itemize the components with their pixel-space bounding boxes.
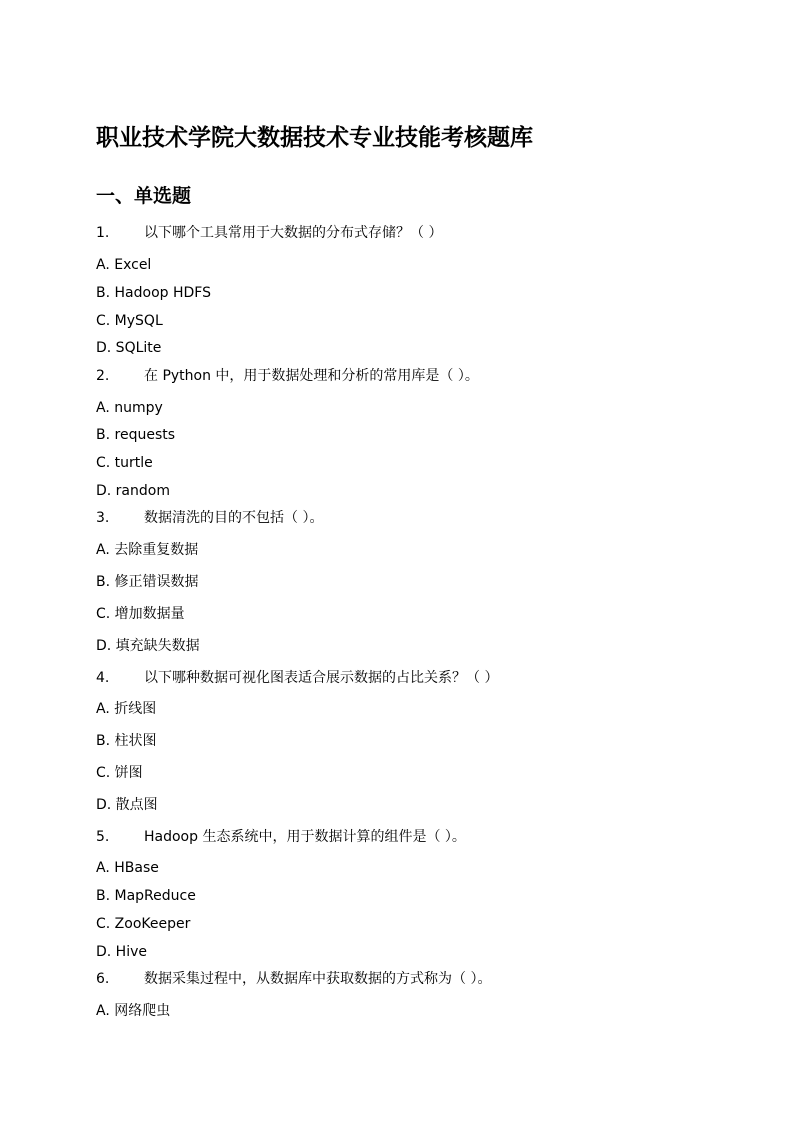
question-1 — [96, 223, 442, 243]
option-2c: C. turtle — [96, 455, 153, 471]
question-text: 以下哪种数据可视化图表适合展示数据的占比关系？（ ） — [144, 670, 499, 686]
question-number: 1. — [96, 225, 110, 241]
question-text: Hadoop 生态系统中，用于数据计算的组件是（ ）。 — [144, 829, 466, 845]
question-number: 3. — [96, 510, 110, 526]
option-3d: D. 填充缺失数据 — [96, 638, 200, 654]
option-1a: A. Excel — [96, 257, 152, 273]
option-3c: C. 增加数据量 — [96, 606, 185, 622]
option-1b: B. Hadoop HDFS — [96, 285, 211, 301]
question-text: 数据清洗的目的不包括（ ）。 — [144, 510, 324, 526]
question-4 — [96, 668, 498, 688]
option-1d: D. SQLite — [96, 340, 162, 356]
question-3 — [96, 508, 323, 528]
question-number: 6. — [96, 971, 110, 987]
option-5c: C. ZooKeeper — [96, 916, 191, 932]
question-text: 在 Python 中，用于数据处理和分析的常用库是（ ）。 — [144, 368, 479, 384]
option-1c: C. MySQL — [96, 313, 163, 329]
question-2 — [96, 366, 479, 386]
option-3b: B. 修正错误数据 — [96, 574, 199, 590]
question-5 — [96, 827, 466, 847]
option-2b: B. requests — [96, 427, 176, 443]
question-number: 2. — [96, 368, 110, 384]
option-5b: B. MapReduce — [96, 888, 196, 904]
option-4d: D. 散点图 — [96, 797, 158, 813]
option-5d: D. Hive — [96, 944, 147, 960]
document-title: 职业技术学院大数据技术专业技能考核题库 — [96, 125, 533, 151]
option-2d: D. random — [96, 483, 170, 499]
question-6 — [96, 969, 491, 989]
question-text: 以下哪个工具常用于大数据的分布式存储？（ ） — [144, 225, 443, 241]
option-4a: A. 折线图 — [96, 701, 157, 717]
option-3a: A. 去除重复数据 — [96, 542, 199, 558]
option-4b: B. 柱状图 — [96, 733, 157, 749]
option-2a: A. numpy — [96, 400, 163, 416]
question-number: 4. — [96, 670, 110, 686]
question-number: 5. — [96, 829, 110, 845]
question-text: 数据采集过程中，从数据库中获取数据的方式称为（ ）。 — [144, 971, 492, 987]
option-6a: A. 网络爬虫 — [96, 1003, 171, 1019]
option-5a: A. HBase — [96, 860, 159, 876]
option-4c: C. 饼图 — [96, 765, 143, 781]
section-title: 一、单选题 — [96, 185, 192, 207]
